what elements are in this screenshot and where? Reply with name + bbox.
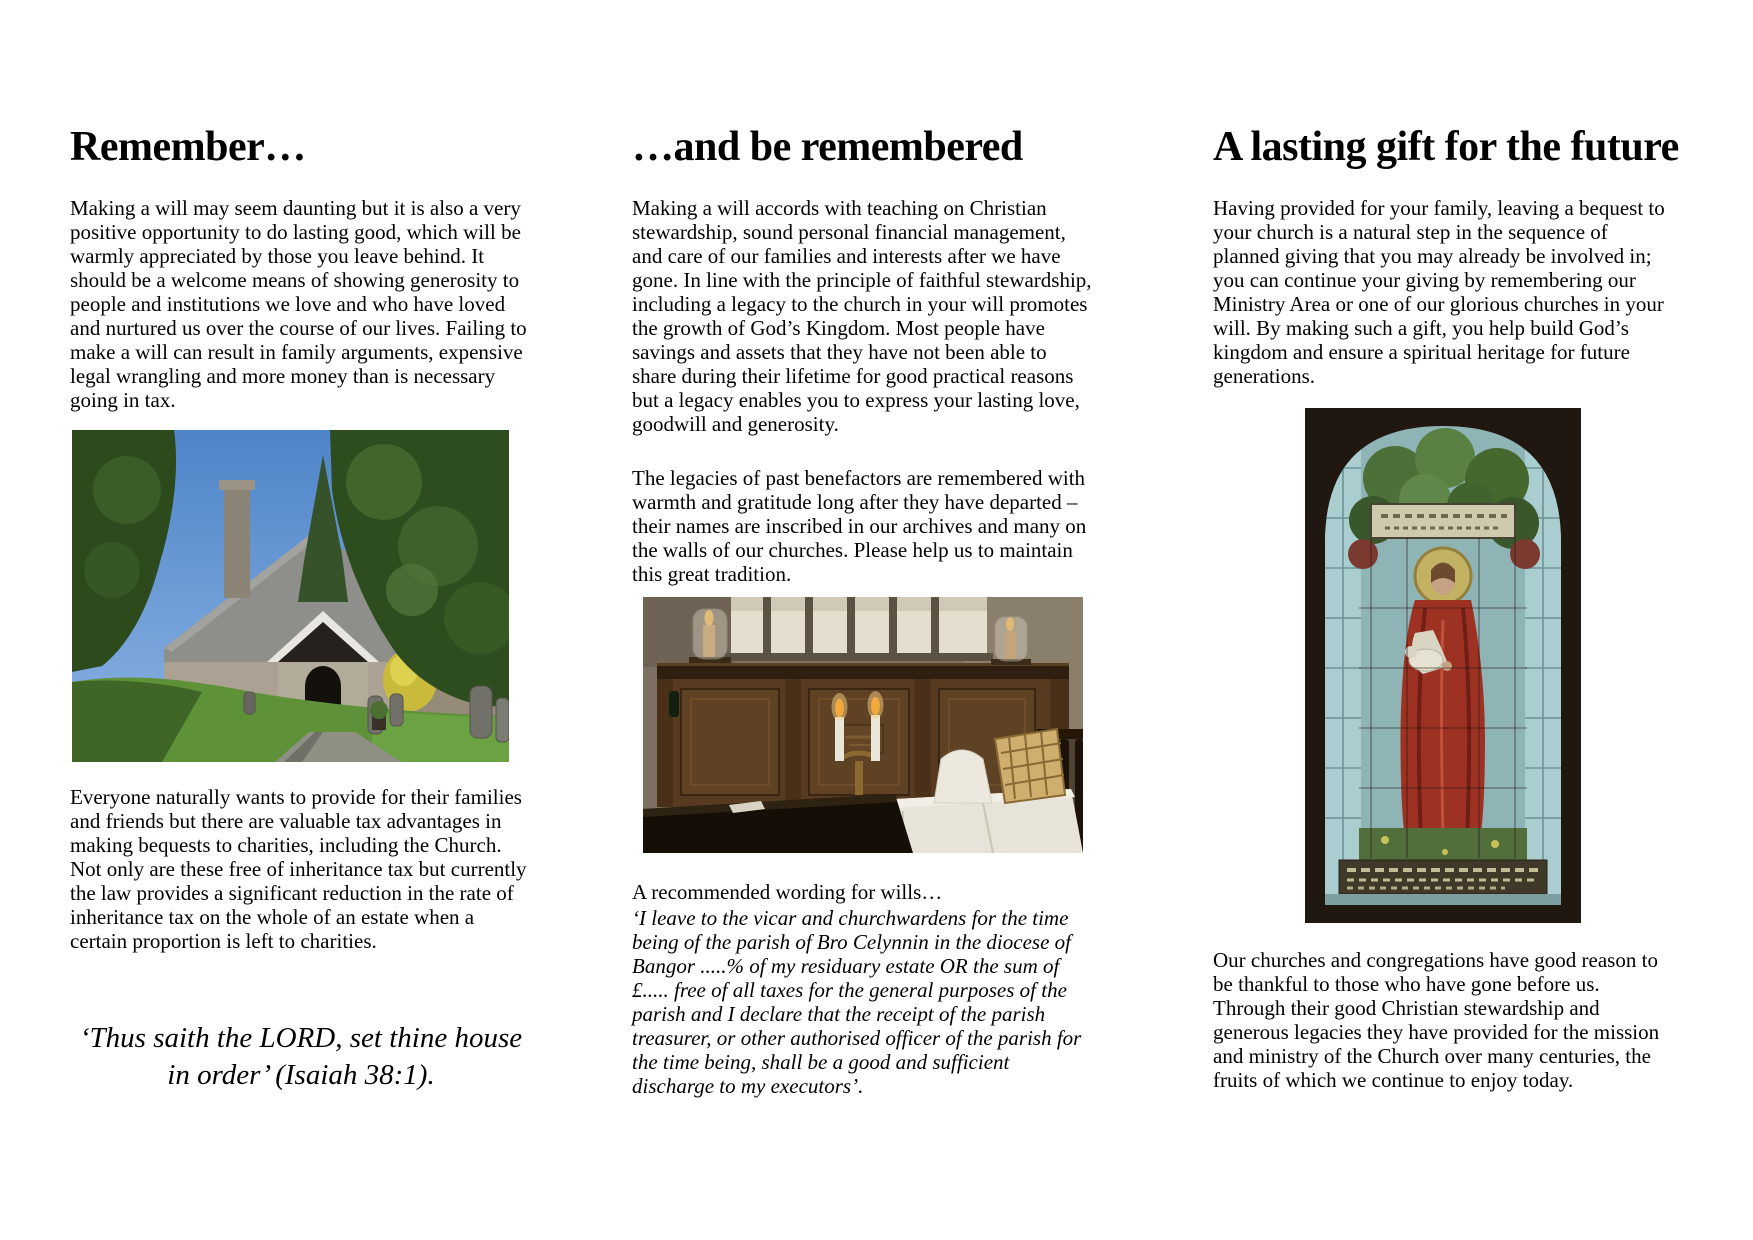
column2-heading: …and be remembered — [632, 124, 1023, 170]
will-wording-text: ‘I leave to the vicar and churchwardens for the time being of the parish of Bro Celynnin in the diocese of Bangor .....% of my residuary estate OR the sum of £..... free of all taxes for the general purposes of the parish and I declare that the receipt of the parish treasurer, or other authorised officer of the parish for the time being, shall be a good and sufficient discharge to my executors’. — [632, 906, 1082, 1098]
column-remember — [70, 0, 532, 1240]
stained-glass-photo — [1305, 408, 1581, 923]
column3-paragraph-2: Our churches and congregations have good reason to be thankful to those who have gone before us. Through their good Christian stewardship and generous legacies they have provided for the mission and ministry of the Church over many centuries, the fruits of which we continue to enjoy today. — [1213, 948, 1660, 1092]
will-wording-intro: A recommended wording for wills… — [632, 880, 943, 904]
column2-paragraph-2: The legacies of past benefactors are remembered with warmth and gratitude long after they have departed – their names are inscribed in our archives and many on the walls of our churches. Please help us to maintain this great tradition. — [632, 466, 1087, 586]
church-exterior-photo — [72, 430, 509, 762]
scripture-quote: ‘Thus saith the LORD, set thine house in order’ (Isaiah 38:1). — [79, 1022, 523, 1091]
altar-interior-photo — [643, 597, 1083, 853]
column2-paragraph-1: Making a will accords with teaching on Christian stewardship, sound personal financial management, and care of our families and interests after we have gone. In line with the principle of faithful stewardship, including a legacy to the church in your will promotes the growth of God’s Kingdom. Most people have savings and assets that they have not been able to share during their lifetime for good practical reasons but a legacy enables you to express your lasting love, goodwill and generosity. — [632, 196, 1092, 436]
will-wording-block — [632, 880, 1094, 1098]
column1-heading: Remember… — [70, 124, 306, 170]
column1-paragraph-2: Everyone naturally wants to provide for their families and friends but there are valuable tax advantages in making bequests to charities, including the Church. Not only are these free of inheritance tax but currently the law provides a significant reduction in the rate of inheritance tax on the whole of an estate when a certain proportion is left to charities. — [70, 785, 527, 953]
column1-paragraph-1: Making a will may seem daunting but it is also a very positive opportunity to do lasting good, which will be warmly appreciated by those you leave behind. It should be a welcome means of showing generosity to people and institutions we love and who have loved and nurtured us over the course of our lives. Failing to make a will can result in family arguments, expensive legal wrangling and more money than is necessary going in tax. — [70, 196, 527, 412]
column3-heading: A lasting gift for the future — [1213, 124, 1679, 170]
column-lasting-gift — [1213, 0, 1679, 1240]
column3-paragraph-1: Having provided for your family, leaving a bequest to your church is a natural step in the sequence of planned giving that you may already be involved in; you can continue your giving by remembering our Ministry Area or one of our glorious churches in your will. By making such a gift, you help build God’s kingdom and ensure a spiritual heritage for future generations. — [1213, 196, 1665, 388]
column-be-remembered — [632, 0, 1094, 1240]
stained-glass-illustration — [1305, 408, 1581, 923]
altar-interior-illustration — [643, 597, 1083, 853]
church-exterior-illustration — [72, 430, 509, 762]
